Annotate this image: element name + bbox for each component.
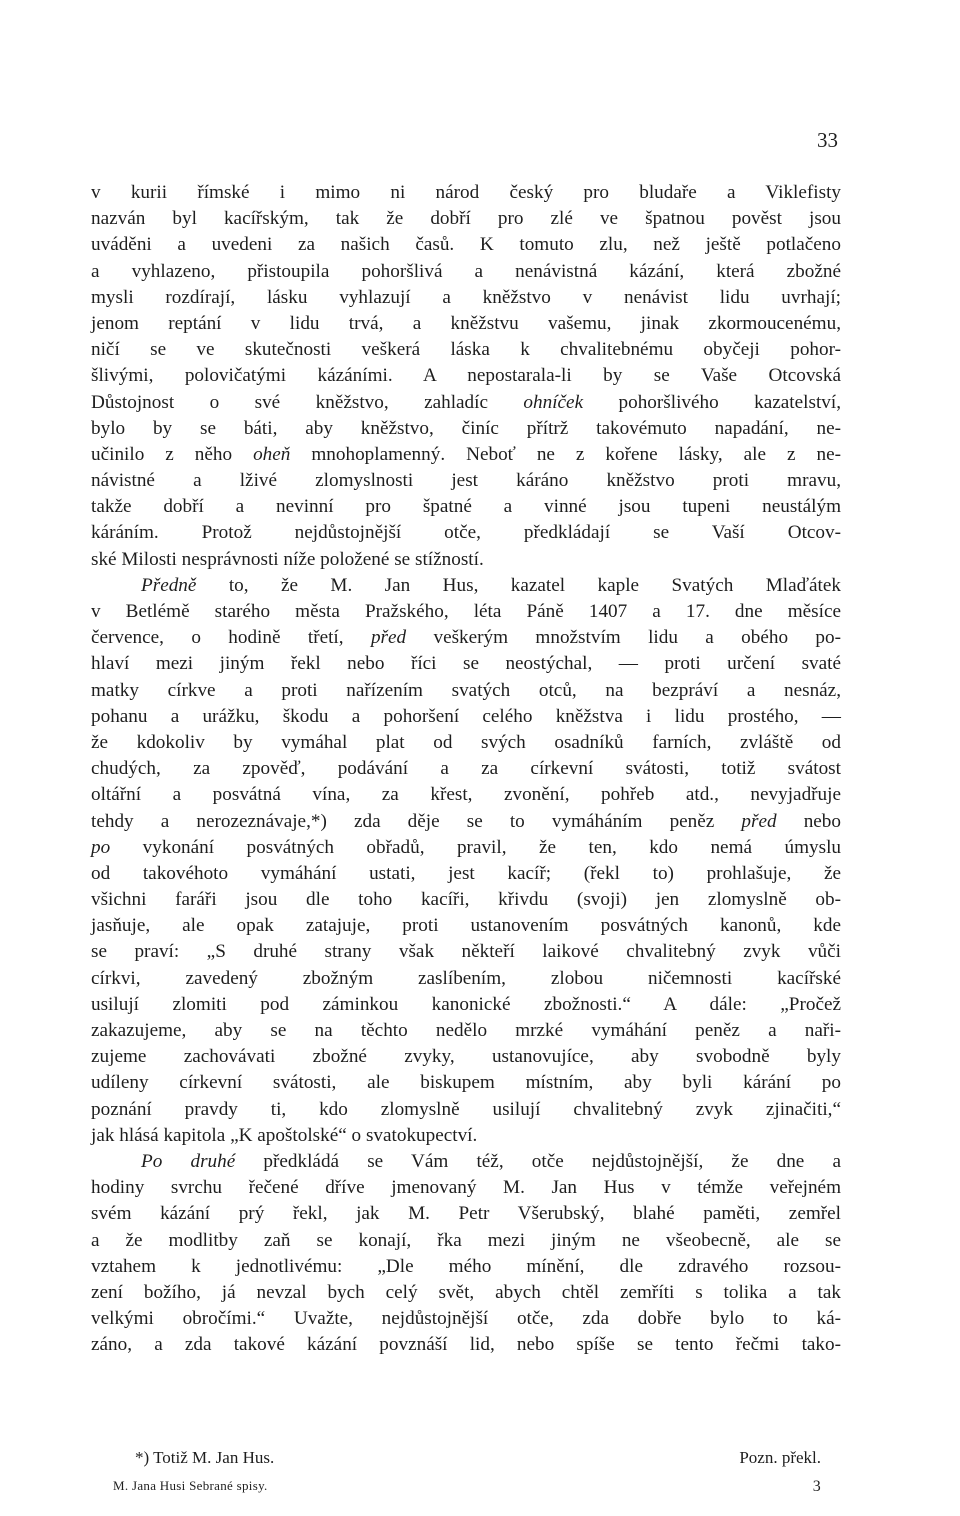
text-line: uváděni a uvedeni za našich časů. K tomuto zlu, než ještě potlačeno [91,234,841,256]
text-line: bylo by se báti, aby kněžstvo, činíc přítrž takovémuto napadání, ne- [91,417,841,439]
text-line: zujeme zachovávati zbožné zvyky, ustanovujíce, aby svobodně byly [91,1046,841,1068]
text-line: v kurii římské i mimo ni národ český pro bludaře a Viklefisty [91,182,841,203]
text-line: usilují zlomiti pod záminkou kanonické zbožnosti.“ A dále: „Pročež [91,993,841,1015]
text-line: oltářní a posvátná vína, za křest, zvonění, pohřeb atd., nevyjadřuje [91,784,841,806]
text-line: po vykonání posvátných obřadů, pravil, že ten, kdo nemá úmyslu [91,836,841,858]
text-line: chudých, za zpověď, podávání a za církevní svátosti, totiž svátost [91,758,841,780]
text-line: zení božího, já nevzal bych celý svět, abych chtěl zemříti s tolika a tak [91,1281,841,1303]
text-line: všichni faráři jsou dle toho kacíři, křivdu (svoji) jen zlomyslně ob- [91,889,841,911]
text-line: se praví: „S druhé strany však někteří laikové chvalitebný zvyk vůči [91,941,841,963]
text-line: učinilo z něho oheň mnohoplamenný. Neboť ne z kořene lásky, ale z ne- [91,443,842,465]
text-line: jasňuje, ale opak zatajuje, proti ustanovením posvátných kanonů, kde [91,915,841,937]
text-line: velkými obročími.“ Uvažte, nejdůstojnější otče, zda dobře bylo to ká- [91,1308,841,1330]
text-line: matky církve a proti nařízením svatých otců, na bezpráví a nesnáz, [91,679,841,701]
page-number: 33 [817,128,838,152]
footnote-text: *) Totiž M. Jan Hus. [135,1448,275,1467]
text-line: od takovéhoto vymáhání ustati, jest kacíř; (řekl to) prohlašuje, že [91,862,841,884]
text-line: hodiny svrchu řečené dříve jmenovaný M. Jan Hus v témže veřejném [91,1177,841,1199]
text-line: a že modlitby zaň se konají, řka mezi jiným ne všeobecně, ale se [91,1229,841,1251]
text-line: pohanu a urážku, škodu a pohoršení celého kněžstva i lidu prostého, — [91,705,841,727]
signature-sheet-number: 3 [812,1478,821,1495]
text-line: nazván byl kacířským, tak že dobří pro zlé ve špatnou pověst jsou [91,208,841,230]
text-line: Důstojnost o své kněžstvo, zahladíc ohníček pohoršlivého kazatelství, [91,391,841,413]
signature-source: M. Jana Husi Sebrané spisy. [113,1478,268,1493]
text-line: církvi, zavedený zbožným zaslíbením, zlobou ničemnosti kacířské [91,967,841,989]
text-line: poznání pravdy ti, kdo zlomyslně usilují chvalitebný zvyk zjinačiti,“ [91,1098,841,1120]
text-line: svém kázání prý řekl, jak M. Petr Všerubský, blahé paměti, zemřel [91,1203,841,1225]
text-line: jak hlásá kapitola „K apoštolské“ o svatokupectví. [91,1124,478,1146]
text-line: takže dobří a nevinní pro špatné a vinné jsou tupeni neustálým [91,496,841,518]
text-line: záno, a zda takové kázání povznáší lid, nebo spíše se tento řečmi tako- [91,1334,841,1356]
text-line: hlaví mezi jiným řekl nebo říci se neostýchal, — proti určení svaté [91,653,841,675]
text-line: mysli rozdírají, lásku vyhlazují a kněžstvo v nenávist lidu uvrhají; [91,286,841,308]
text-line: tehdy a nerozeznávaje,*) zda děje se to vymáháním peněz před nebo [91,810,841,832]
text-line: v Betlémě starého města Pražského, léta Páně 1407 a 17. dne měsíce [91,601,841,622]
text-line: a vyhlazeno, přistoupila pohoršlivá a nenávistná kázání, která zbožné [91,260,841,282]
text-line: návistné a lživé zlomyslnosti jest káráno kněžstvo proti mravu, [91,470,841,492]
text-line: července, o hodině třetí, před veškerým množstvím lidu a obého po- [91,627,841,649]
text-line: jenom reptání v lidu trvá, a kněžstvu vašemu, jinak zkormoucenému, [91,312,841,334]
text-line: ské Milosti nesprávnosti níže položené se stížností. [91,548,484,570]
text-line: vztahem k jednotlivému: „Dle mého mínění, dle zdravého rozsou- [91,1255,841,1277]
text-line: Předně to, že M. Jan Hus, kazatel kaple Svatých Mlaďátek [141,574,841,596]
text-line: Po druhé předkládá se Vám též, otče nejdůstojnější, že dne a [141,1150,841,1172]
text-line: káráním. Protož nejdůstojnější otče, předkládají se Vaší Otcov- [91,522,841,544]
body-text [91,180,841,1358]
text-line: zakazujeme, aby se na těchto nedělo mrzké vymáhání peněz a naři- [91,1020,841,1041]
text-line: udíleny církevní svátosti, ale biskupem místním, aby byli kárání po [91,1072,841,1094]
translator-note: Pozn. překl. [739,1448,821,1467]
text-line: že kdokoliv by vymáhal plat od svých osadníků farních, zvláště od [91,731,841,753]
text-line: ničí se ve skutečnosti veškerá láska k chvalitebnému obyčeji pohor- [91,339,841,361]
text-line: šlivými, polovičatými kázáními. A nepostarala-li by se Vaše Otcovská [91,365,841,387]
